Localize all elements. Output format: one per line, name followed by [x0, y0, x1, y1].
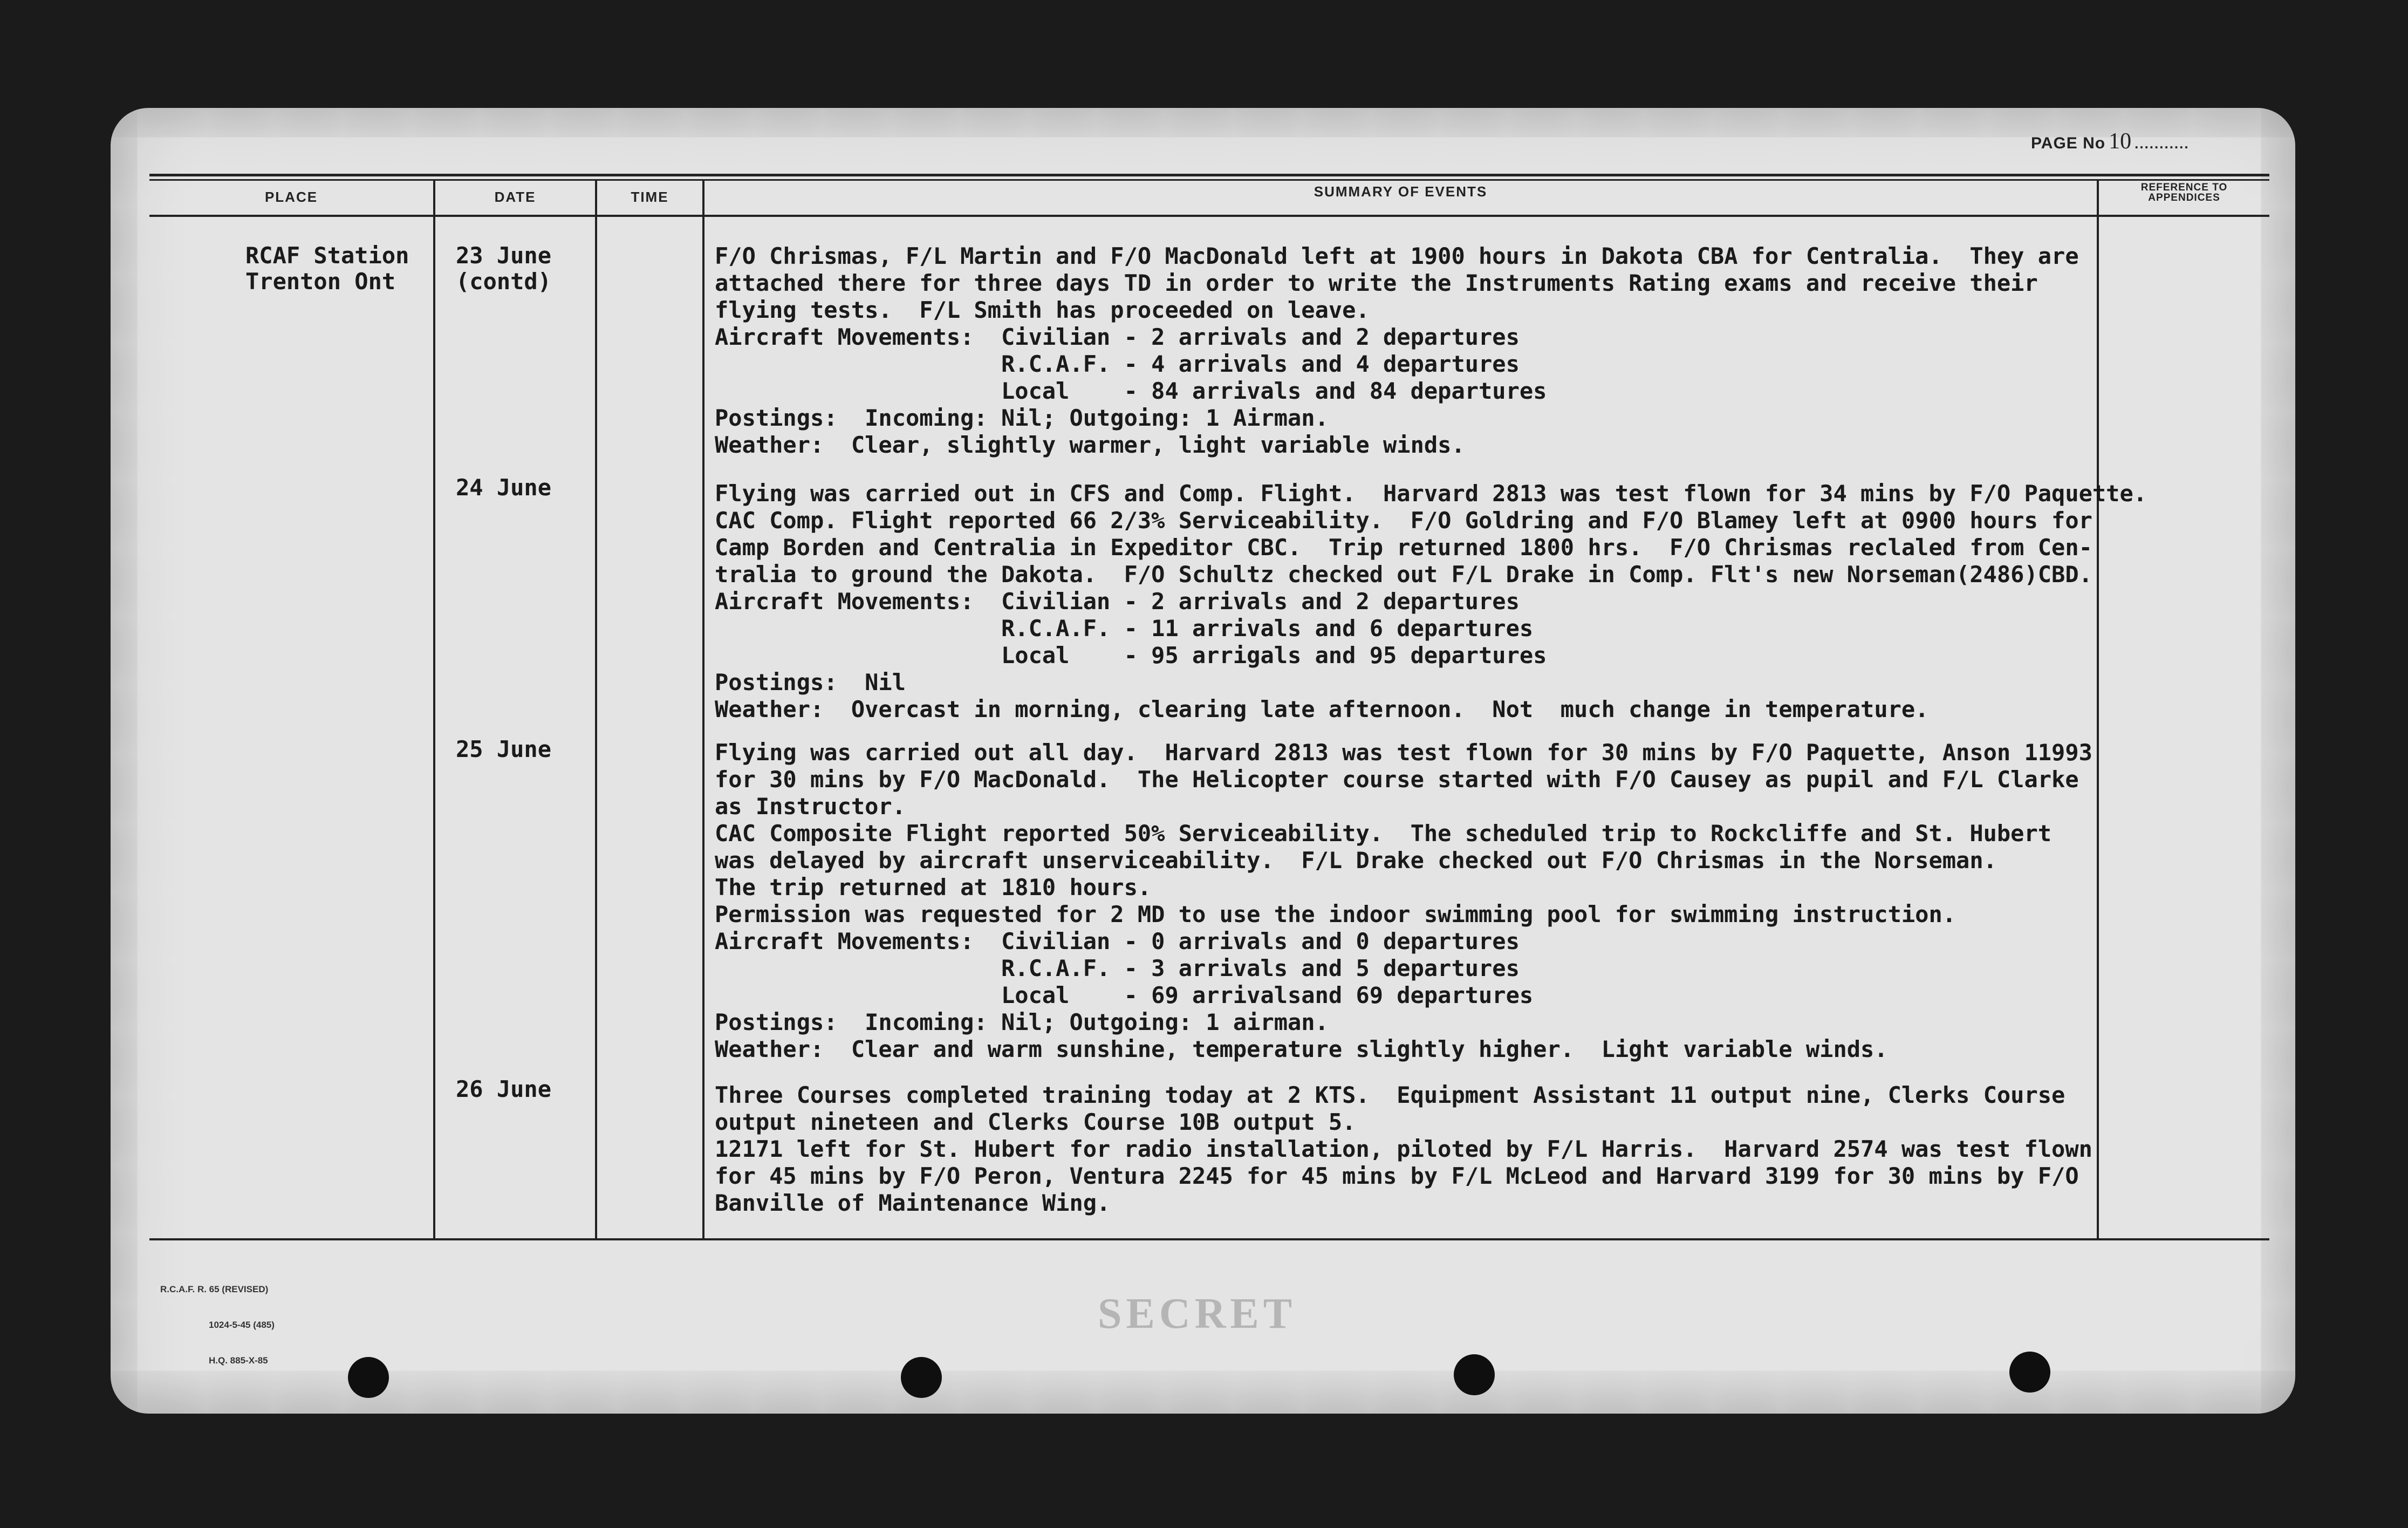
- entry-date-23-june: 23 June (contd): [456, 242, 552, 295]
- entry-date-24-june: 24 June: [456, 474, 552, 501]
- header-reference-line1: REFERENCE TO: [2140, 182, 2228, 193]
- header-reference-line2: APPENDICES: [2148, 192, 2220, 203]
- page-number: [2031, 128, 2190, 154]
- form-identifier-line1: R.C.A.F. R. 65 (REVISED): [160, 1284, 269, 1294]
- header-summary: SUMMARY OF EVENTS: [1314, 183, 1488, 200]
- header-date: DATE: [494, 189, 536, 205]
- table-top-rule: [149, 174, 2269, 176]
- place-cell: RCAF Station Trenton Ont: [245, 242, 409, 295]
- secret-stamp: SECRET: [1098, 1290, 1297, 1338]
- table-top-rule-2: [149, 179, 2269, 181]
- entry-text-23-june: F/O Chrismas, F/L Martin and F/O MacDonald left at 1900 hours in Dakota CBA for Centralia. They are attached there for three days TD in order to write the Instruments Rating exams and receive their flying tests. F/L Smith has proceeded on leave. Aircraft Movements: Civilian - 2 arrivals and 2 departures R.C.A.F. - 4 arrivals and 4 departures Local - 84 arrivals and 84 departures Postings: Incoming: Nil; Outgoing: 1 Airman. Weather: Clear, slightly warmer, light variable winds.: [715, 243, 2079, 458]
- page-number-value: 10: [2109, 129, 2132, 154]
- punch-hole-1: [348, 1357, 389, 1398]
- entry-date-26-june: 26 June: [456, 1076, 552, 1102]
- entry-text-25-june: Flying was carried out all day. Harvard 2813 was test flown for 30 mins by F/O Paquette, Anson 11993 for 30 mins by F/O MacDonald. The Helicopter course started with F/O Causey as pupil and F/L Clarke as Instructor. CAC Composite Flight reported 50% Serviceability. The scheduled trip to Rockcliffe and St. Hubert was delayed by aircraft unserviceability. F/L Drake checked out F/O Chrismas in the Norseman. The trip returned at 1810 hours. Permission was requested for 2 MD to use the indoor swimming pool for swimming instruction. Aircraft Movements: Civilian - 0 arrivals and 0 departures R.C.A.F. - 3 arrivals and 5 departures Local - 69 arrivalsand 69 departures Postings: Incoming: Nil; Outgoing: 1 airman. Weather: Clear and warm sunshine, temperature slightly higher. Light variable winds.: [715, 739, 2092, 1062]
- header-bottom-rule: [149, 215, 2269, 217]
- diary-page: [111, 108, 2295, 1414]
- column-divider-place: [433, 181, 435, 1238]
- entry-text-24-june: Flying was carried out in CFS and Comp. Flight. Harvard 2813 was test flown for 34 mins by F/O Paquette. CAC Comp. Flight reported 66 2/3% Serviceability. F/O Goldring and F/O Blamey left at 0900 hours for Camp Borden and Centralia in Expeditor CBC. Trip returned 1800 hrs. F/O Chrismas reclaled from Cen- tralia to ground the Dakota. F/O Schultz checked out F/L Drake in Comp. Flt's new Norseman(2486)CBD. Aircraft Movements: Civilian - 2 arrivals and 2 departures R.C.A.F. - 11 arrivals and 6 departures Local - 95 arrigals and 95 departures Postings: Nil Weather: Overcast in morning, clearing late afternoon. Not much change in temperature.: [715, 480, 2147, 722]
- table-bottom-rule: [149, 1238, 2269, 1240]
- form-identifier-line3: H.Q. 885-X-85: [209, 1355, 268, 1366]
- page-number-dots: ...........: [2135, 135, 2190, 152]
- punch-hole-3: [1454, 1354, 1495, 1395]
- column-divider-time: [702, 181, 704, 1238]
- header-time: TIME: [631, 189, 669, 205]
- punch-hole-4: [2009, 1352, 2050, 1393]
- entry-text-26-june: Three Courses completed training today at 2 KTS. Equipment Assistant 11 output nine, Clerks Course output nineteen and Clerks Course 10B output 5. 12171 left for St. Hubert for radio installation, piloted by F/L Harris. Harvard 2574 was test flown for 45 mins by F/O Peron, Ventura 2245 for 45 mins by F/L McLeod and Harvard 3199 for 30 mins by F/O Banville of Maintenance Wing.: [715, 1082, 2092, 1216]
- page-number-label: PAGE No: [2031, 134, 2106, 152]
- header-reference: [2099, 182, 2269, 203]
- form-identifier: [160, 1260, 275, 1390]
- entry-date-25-june: 25 June: [456, 736, 552, 762]
- column-divider-date: [595, 181, 597, 1238]
- punch-hole-2: [901, 1357, 942, 1398]
- form-identifier-line2: 1024-5-45 (485): [209, 1320, 275, 1330]
- header-place: PLACE: [264, 189, 318, 205]
